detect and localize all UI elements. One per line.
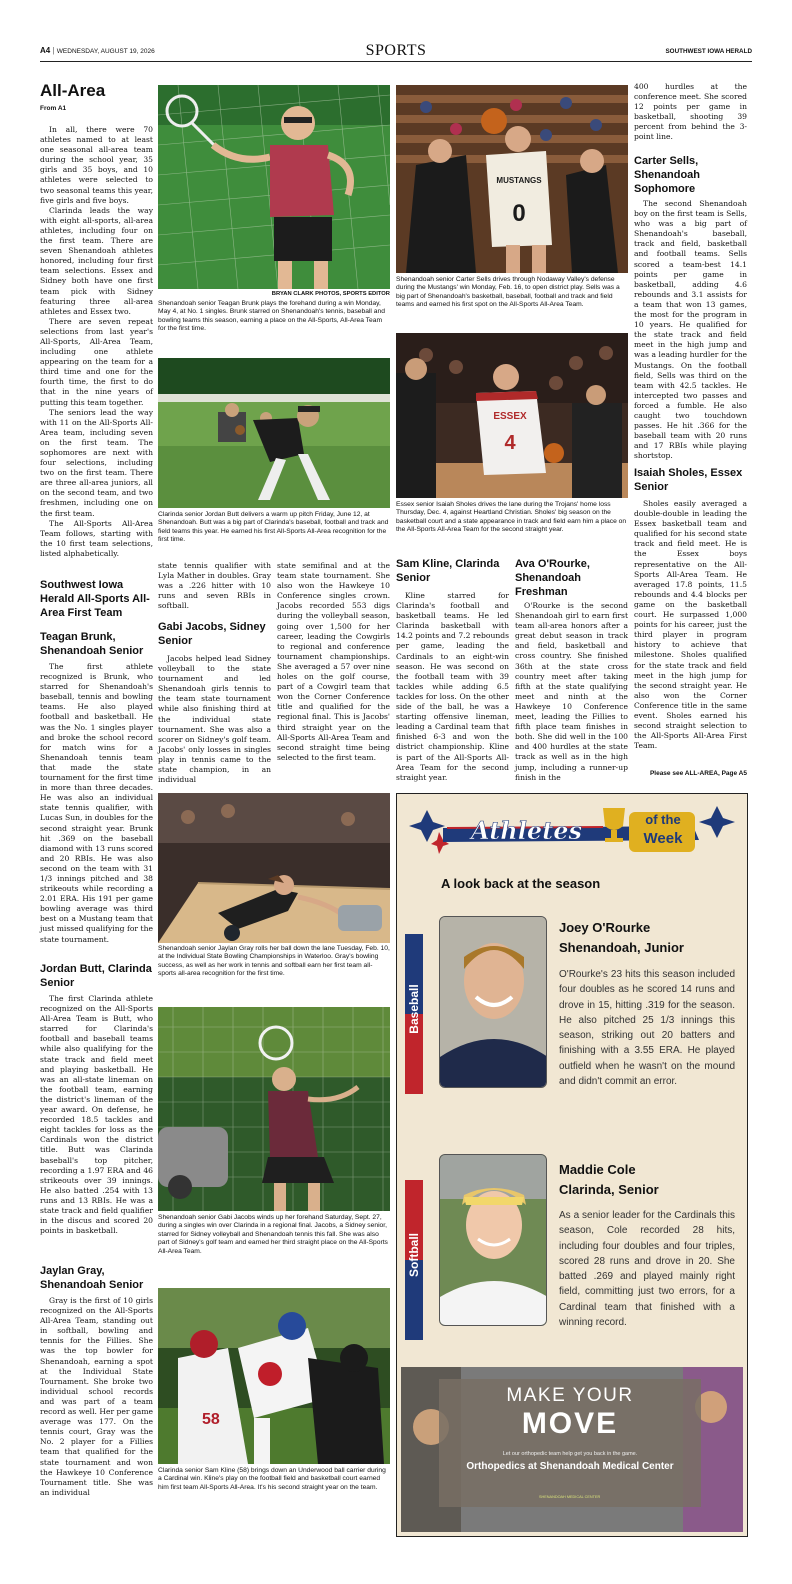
photo-isaiah-sholes <box>396 333 628 498</box>
photo-gabi-jacobs <box>158 1007 390 1211</box>
jacobs-caption: Shenandoah senior Gabi Jacobs winds up her forehand Saturday, Sept. 27, during a singles win over Clarinda in a regional final. Jacobs, a Sidney senior, starred for Sidney volleyball and Shenandoah tennis this fall. She was also part of Sidney's golf team and earned her third straight place on the All-Sports All-Area Team. <box>158 1214 388 1255</box>
sells-text: The second Shenandoah boy on the first team is Sells, who was a big part of Shenandoah's baseball, track and field, basketball and football teams. Sells scored a team-best 14.1 points per game in basketball, adding 4.6 rebounds and 3.1 assists for a team that won 13 games, the most for the program in 10 years. He qualified for the state track and field meet in the high jump and was a leading hurdler for the Mustangs. On the football field, Sells was third on the team with 42.5 tackles. He intercepted two passes and forced a fumble. He also caught two touchdown passes. He hit .366 for the baseball team with 20 runs and 17 RBIs while playing shortstop. <box>634 199 747 461</box>
butt-text: The first Clarinda athlete recognized on the All-Sports All-Area Team is Butt, who starred for Clarinda's football and baseball teams while also qualifying for the state track and field meet and playing basketball. He was an all-state lineman on the football team, earning the district's lineman of the year award. On defense, he recorded 18.5 tackles and eight tackles for loss as the Cardinals won the district title. Butt was Clarinda baseball's top pitcher, recording a 1.97 ERA and 46 strikeouts over 39 innings. He also batted .254 with 13 runs and 13 RBIs. He was a state track and field qualifier in the discus and scored 20 points in basketball. <box>40 994 153 1236</box>
photo-teagan-brunk <box>158 85 390 289</box>
ad-logo: SHENANDOAH MEDICAL CENTER <box>539 1495 601 1499</box>
sholes-text: Sholes easily averaged a double-double in leading the Essex basketball team and qualified for his second state track and field meet. He is the Essex boys representative on the All-Sports All-Area Team. He averaged 17.8 points, 11.5 rebounds and 4.4 blocks per game on the basketball court. He surpassed 1,000 points for his career, just the third player in program history to achieve that milestone. Sholes qualified for the state track and field meet in the high jump for the second straight year. He also won the Corner Conference title in the same event. Sholes earned his second straight selection to the All-Sports All-Area First Team. <box>634 499 747 751</box>
ad-headline-1: MAKE YOUR <box>506 1385 634 1406</box>
athlete-text: As a senior leader for the Cardinals this season, Cole recorded 28 hits, including four doubles and four triples, scored 28 runs and drove in 20. She batted .269 and played mainly right field, committing just two errors, for a Cardinal team that finished with a winning record. <box>559 1210 735 1329</box>
sport-label-softball: Softball <box>405 1180 423 1340</box>
orourke-heading: Ava O'Rourke, Shenandoah Freshman <box>515 558 590 598</box>
ad-headline-2: MOVE <box>521 1407 619 1440</box>
aotw-script-title: Athletes <box>471 816 582 845</box>
butt-heading: Jordan Butt, Clarinda Senior <box>40 963 152 989</box>
story-intro <box>40 125 153 559</box>
page-header: A4 | WEDNESDAY, AUGUST 19, 2026 SPORTS SOUTHWEST IOWA HERALD <box>40 42 752 62</box>
aotw-week: Week <box>643 830 683 847</box>
football-tackle-image <box>158 1288 390 1464</box>
photo-carter-sells <box>396 85 628 273</box>
kline-caption: Clarinda senior Sam Kline (58) brings down an Underwood ball carrier during a Cardinal win. Kline's play on the football field and basketball court earned him first team All-Sports All-Area. It's his second straight year on the team. <box>158 1467 386 1491</box>
jacobs-heading: Gabi Jacobs, Sidney Senior <box>158 621 266 647</box>
bowling-image <box>158 793 390 943</box>
brunk-heading: Teagan Brunk, Shenandoah Senior <box>40 631 144 657</box>
aotw-subtitle: A look back at the season <box>441 876 601 891</box>
jersey-number: 4 <box>504 432 516 454</box>
story-title: All-Area <box>40 81 106 100</box>
sells-caption: Shenandoah senior Carter Sells drives through Nodaway Valley's defense during the Mustangs' win Monday, Feb. 16, to open district play. Sells was a big part of Shenandoah's basketball, baseball, football and track and field teams and earned his first spot on the All-Sports All-Area Team. <box>396 276 620 309</box>
jacobs-text: Jacobs helped lead Sidney volleyball to the state tournament and led Shenandoah girls tennis to the team state tournament while also finishing third at the individual state tournament. She was also a scorer on Sidney's golf team. Jacobs' only losses in singles play in tennis came to the state champion, in an individual <box>158 654 271 785</box>
athlete-school: Shenandoah, Junior <box>559 940 684 955</box>
sport-label-baseball: Baseball <box>405 934 423 1094</box>
jersey-text: MUSTANGS <box>496 176 542 185</box>
page-date: WEDNESDAY, AUGUST 19, 2026 <box>56 48 155 55</box>
jersey-number: 0 <box>512 200 526 227</box>
sholes-heading: Isaiah Sholes, Essex Senior <box>634 467 743 493</box>
advertisement[interactable] <box>401 1367 743 1532</box>
team-heading: Southwest Iowa Herald All-Sports All-Area First Team <box>40 579 150 619</box>
baseball-pitcher-image <box>158 358 390 508</box>
basketball-drive-image <box>396 85 628 273</box>
athlete-name: Maddie Cole <box>559 1162 636 1177</box>
page-number: A4 <box>40 46 51 55</box>
aotw-banner <box>403 800 741 858</box>
butt-caption: Clarinda senior Jordan Butt delivers a warm up pitch Friday, June 12, at Shenandoah. Butt was a big part of Clarinda's baseball, football and track and field teams this year. He earned his first All-Sports All-Area recognition for the first time. <box>158 511 389 544</box>
paper-name: SOUTHWEST IOWA HERALD <box>665 48 752 55</box>
headshot-image <box>440 917 547 1088</box>
athlete-name: Joey O'Rourke <box>559 920 651 935</box>
aotw-of-the: of the <box>645 812 681 827</box>
jump-line: Please see ALL-AREA, Page A5 <box>649 770 747 777</box>
photo-jordan-butt <box>158 358 390 508</box>
paragraph: There are seven repeat selections from last year's All-Sports, All-Area Team, including one athlete appearing on the team for a third time and one for the fourth time, the first to do that in the nine years of putting this team together. <box>40 316 153 407</box>
gray-heading: Jaylan Gray, Shenandoah Senior <box>40 1265 144 1291</box>
brunk-caption: Shenandoah senior Teagan Brunk plays the forehand during a win Monday, May 4, at No. 1 singles. Brunk starred on Shenandoah's tennis, baseball and bowling teams this season, earning a place on the All-Sports, All-Area Team for the first time. <box>158 300 385 333</box>
athlete-photo-joey-orourke <box>439 916 547 1088</box>
sells-heading: Carter Sells, Shenandoah Sophomore <box>634 155 701 195</box>
section-title: SPORTS <box>365 42 427 59</box>
paragraph: In all, there were 70 athletes named to at least one seasonal all-area team during the school year, 35 girls and 35 boys, and 10 athletes were selected to two seasonal teams this year, five girls and five boys. <box>40 125 153 205</box>
headshot-image <box>440 1155 547 1326</box>
jersey-text: ESSEX <box>493 411 527 422</box>
orourke-text: O'Rourke is the second Shenandoah girl to earn first team all-area honors after a great debut season in track and field, basketball and cross country. She finished 36th at the state cross country meet after taking fifth at the state qualifying meet and ninth at the Hawkeye 10 Conference meet, leading the Fillies to fifth place team finishes in both. She did well in the 100 and 400 hurdles at the state track as well as in the high jump, including a runner-up finish in the <box>515 601 628 782</box>
orourke-text-cont: 400 hurdles at the conference meet. She scored 12 points per game in basketball, shooting 39 percent from behind the 3-point line. <box>634 82 747 142</box>
kline-heading: Sam Kline, Clarinda Senior <box>396 558 500 584</box>
athlete-text: O'Rourke's 23 hits this season included four doubles as he scored 14 runs and drove in 15, hitting .319 for the season. He also pitched 25 1/3 innings this season, striking out 20 batters and finishing with a 3.55 ERA. He played outfield when he wasn't on the mound and didn't commit an error. <box>559 969 735 1088</box>
ad-panel <box>439 1379 701 1507</box>
paragraph: Clarinda leads the way with eight all-sports, all-area athletes, including four on the first team. There are seven Shenandoah athletes honored, including four first team selections. Essex and Sidney both have one first team pick with Sidney featuring three all-area athletes and Essex two. <box>40 205 153 316</box>
gray-text-cont: state tennis qualifier with Lyla Mather in doubles. Gray was a .226 hitter with 10 runs and seven RBIs in softball. <box>158 561 271 611</box>
jump-from: From A1 <box>40 105 67 112</box>
athlete-school: Clarinda, Senior <box>559 1182 659 1197</box>
gray-caption: Shenandoah senior Jaylan Gray rolls her ball down the lane Tuesday, Feb. 10, at the Individual State Bowling Championships in Waterloo. Gray's bowling success, as well as her work in tennis and softball earn her first team all-sports all-area recognition for the first time. <box>158 945 390 978</box>
gray-text: Gray is the first of 10 girls recognized on the All-Sports All-Area Team, standing out in softball, bowling and tennis for the Fillies. She was the top bowler for Shenandoah, earning a spot at the Individual State Tournament. She broke two individual school records and was part of a team record as well. Her per game average was 177. On the tennis court, Gray was the No. 2 player for a Fillies team that qualified for the state tournament and won the Hawkeye 10 Conference Tournament title. She was an individual <box>40 1296 154 1497</box>
jersey-number: 58 <box>202 1411 220 1428</box>
photo-sam-kline <box>158 1288 390 1464</box>
athletes-of-the-week <box>396 793 748 1537</box>
kline-text: Kline starred for Clarinda's football and basketball teams. He led Clarinda basketball with 14.2 points and 7.2 rebounds per game, leading the Cardinals to an eight-win season. He was second on the football team with 39 tackles while adding 6.5 tackles for loss. On the other side of the ball, he was a starting offensive lineman, leading a Cardinal team that finished 6-3 and won the district championship. Kline is part of the All-Sports All-Area Team for the second straight year. <box>396 591 509 782</box>
photo-credit: BRYAN CLARK PHOTOS, SPORTS EDITOR <box>271 291 390 297</box>
paragraph: The All-Sports All-Area Team follows, starting with the 10 first team selections, listed alphabetically. <box>40 518 153 558</box>
sholes-caption: Essex senior Isaiah Sholes drives the lane during the Trojans' home loss Thursday, Dec. 4, against Heartland Christian. Sholes' big season on the basketball court and a state appearance in track and field earn him a place on the All-Sports All-Area Team for the second straight year. <box>396 501 627 534</box>
tennis-player-image <box>158 85 390 289</box>
jacobs-text-cont: state semifinal and at the team state tournament. She also won the Hawkeye 10 Conference singles crown. Jacobs recorded 553 digs during the volleyball season, going over 1,500 for her career, leading the Cowgirls to regional and conference tournament championships. She averaged a 57 over nine holes on the golf course, part of a Cowgirl team that won the Corner Conference title and qualified for the regional final. This is Jacobs' third straight year on the All-Sports All-Area Team and second straight time being selected to the first team. <box>277 561 390 762</box>
ad-headline-3: Orthopedics at Shenandoah Medical Center <box>466 1461 674 1472</box>
photo-jaylan-gray <box>158 793 390 943</box>
athlete-photo-maddie-cole <box>439 1154 547 1326</box>
paragraph: The seniors lead the way with 11 on the All-Sports All-Area team, including seven on the first team. The sophomores are next with four selections, including two on the first team. There are three all-area juniors, all on the second team, and two freshmen, including one on the first team. <box>40 407 153 518</box>
basketball-lane-image <box>396 333 628 498</box>
ad-small-text: Let our orthopedic team help get you back in the game. <box>502 1451 638 1457</box>
brunk-text: The first athlete recognized is Brunk, who starred for Shenandoah's baseball, tennis and bowling teams. He also played football and basketball. He was the No. 1 singles player and broke the school record for match wins for a Shenandoah tennis team that made the state tournament for the first time in more than three decades. He was also an individual state tennis qualifier, with Lucas Sun, in doubles for the second straight year. Brunk hit .369 on the baseball diamond with 13 runs scored and 20 RBIs. He was also second on the team with 31 1/3 innings pitched and 38 strikeouts while recording a 2.01 ERA. His 191 per game bowling average was third best on a Mustang team that just missed qualifying for the state tournament. <box>40 662 153 944</box>
tennis-forehand-image <box>158 1007 390 1211</box>
